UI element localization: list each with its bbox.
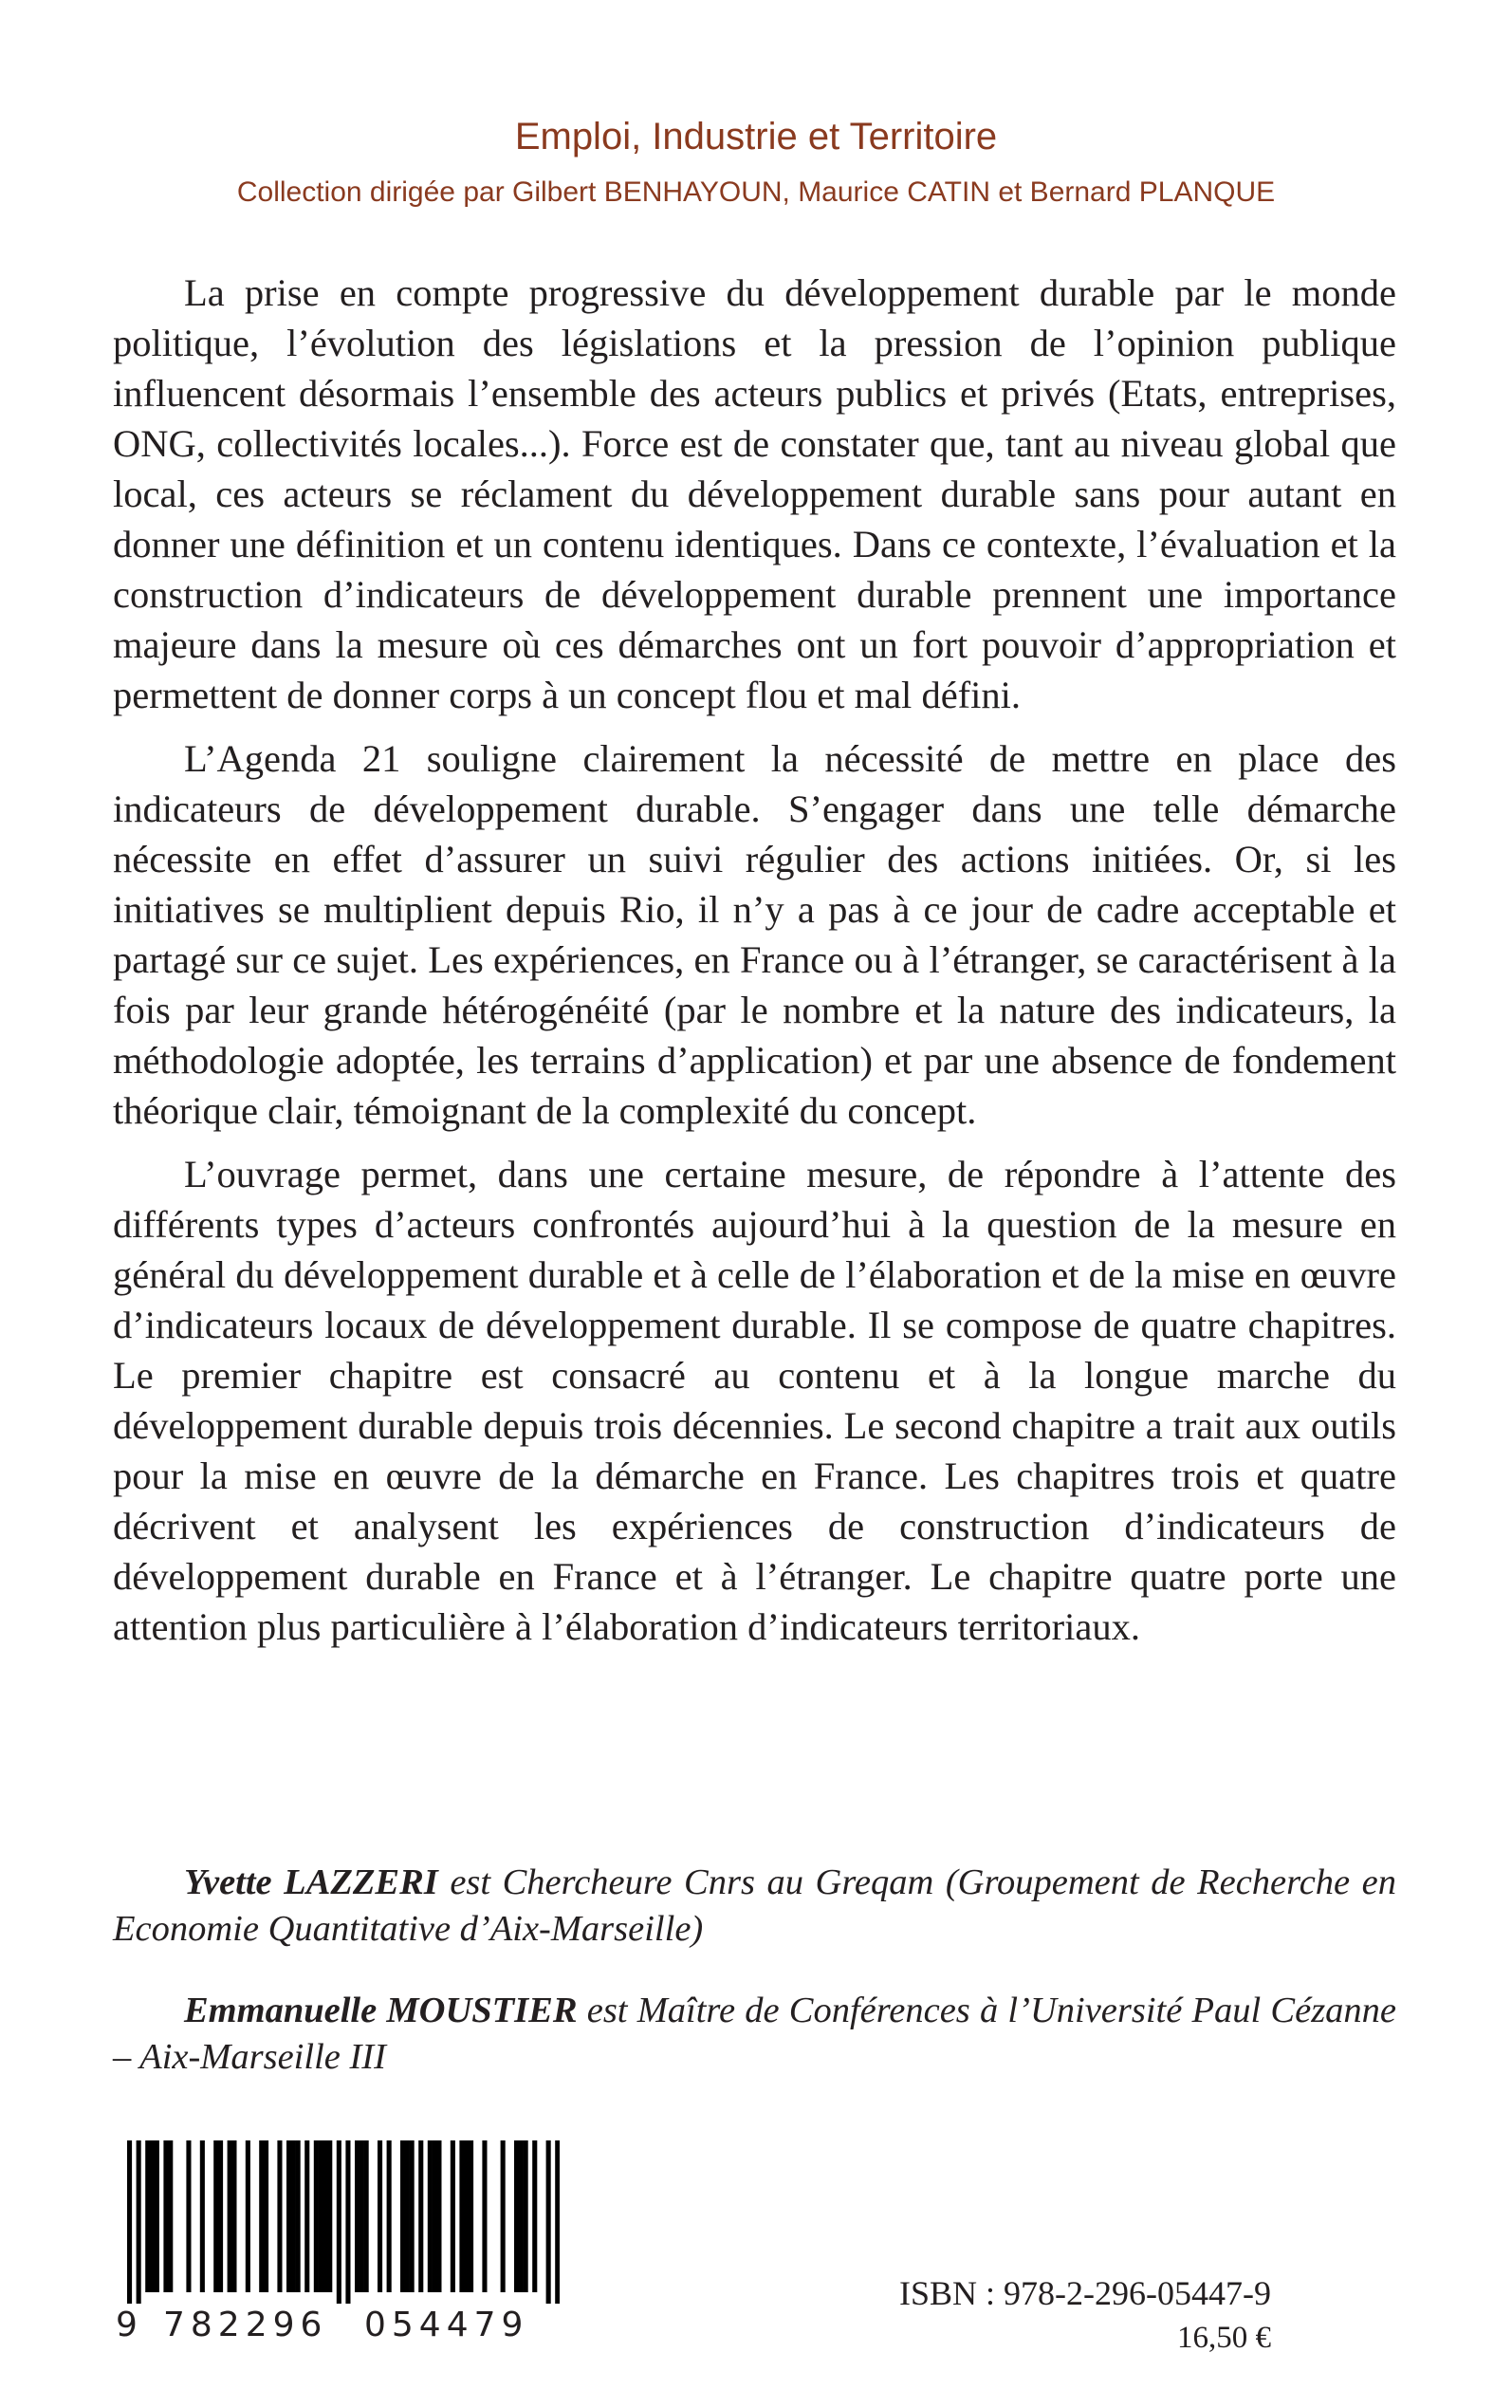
barcode-bar	[405, 2140, 410, 2292]
barcode-bar	[519, 2140, 524, 2292]
author-bios	[113, 1860, 1396, 2116]
barcode-bar	[345, 2140, 350, 2304]
barcode-bar	[200, 2140, 205, 2292]
barcode-bar	[163, 2140, 168, 2292]
barcode-digit-first: 9	[116, 2306, 138, 2344]
barcode-bar	[314, 2140, 319, 2292]
price: 16,50 €	[1177, 2321, 1271, 2355]
barcode-bar	[168, 2140, 173, 2292]
barcode-digits-left: 782296	[163, 2306, 328, 2344]
barcode-bar	[387, 2140, 392, 2292]
barcode-bar	[296, 2140, 301, 2292]
barcode-bar	[155, 2140, 159, 2292]
barcode-bar	[277, 2140, 282, 2292]
barcode-bar	[501, 2140, 506, 2292]
summary-paragraph: L’Agenda 21 souligne clairement la nécessité de mettre en place des indicateurs de développement durable. S’engager dans une telle démarche nécessite en effet d’assurer un suivi régulier des actions initiées. Or, si les initiatives se multiplient depuis Rio, il n’y a pas à ce jour de cadre acceptable et partagé sur ce sujet. Les expériences, en France ou à l’étranger, se caractérisent à la fois par leur grande hétérogénéité (par le nombre et la nature des indicateurs, la méthodologie adoptée, les terrains d’application) et par une absence de fondement théorique clair, témoignant de la complexité du concept.	[113, 737, 1396, 1132]
isbn: ISBN : 978-2-296-05447-9	[899, 2274, 1271, 2312]
barcode-bar	[482, 2140, 487, 2292]
barcode-bar	[546, 2140, 551, 2304]
author-bio	[113, 1860, 1396, 1953]
barcode-bar	[436, 2140, 441, 2292]
barcode-bar	[231, 2140, 236, 2292]
barcode-bar	[514, 2140, 519, 2292]
barcode-bar	[286, 2140, 291, 2292]
barcode-bar	[360, 2140, 364, 2292]
barcode-bar	[145, 2140, 150, 2292]
barcode-bar	[428, 2140, 433, 2292]
barcode-bar	[355, 2140, 360, 2292]
barcode-bar	[378, 2140, 382, 2292]
barcode-bar	[400, 2140, 405, 2292]
series-title: Emploi, Industrie et Territoire	[514, 116, 998, 157]
author-description: est Maître de Conférences à l’Université Paul Cézanne – Aix-Marseille III	[113, 1991, 1397, 2077]
barcode-bar	[137, 2140, 141, 2304]
barcode-digits	[116, 2306, 571, 2349]
barcode-bar	[364, 2140, 369, 2292]
barcode-bar	[337, 2140, 341, 2304]
barcode-bar	[410, 2140, 415, 2292]
author-description: est Chercheure Cnrs au Greqam (Groupement de Recherche en Economie Quantitative d’Aix-Marseille)	[113, 1862, 1397, 1949]
series-directors: Collection dirigée par Gilbert BENHAYOUN, Maurice CATIN et Bernard PLANQUE	[236, 176, 1276, 208]
barcode-bar	[555, 2140, 560, 2304]
barcode-bar	[291, 2140, 296, 2292]
barcode-bar	[418, 2140, 423, 2292]
barcode-bar	[186, 2140, 191, 2292]
barcode-bar	[246, 2140, 250, 2292]
barcode-bar	[524, 2140, 528, 2292]
barcode-bar	[228, 2140, 232, 2292]
summary-paragraph: L’ouvrage permet, dans une certaine mesure, de répondre à l’attente des différents types d’acteurs confrontés aujourd’hui à la question de la mesure en général du développement durable et à celle de l’élaboration et de la mise en œuvre d’indicateurs locaux de développement durable. Il se compose de quatre chapitres. Le premier chapitre est consacré au contenu et à la longue marche du développement durable depuis trois décennies. Le second chapitre a trait aux outils pour la mise en œuvre de la démarche en France. Les chapitres trois et quatre décrivent et analysent les expériences de construction d’indicateurs de développement durable en France et à l’étranger. Le chapitre quatre porte une attention plus particulière à l’élaboration d’indicateurs territoriaux.	[113, 1153, 1396, 1648]
barcode	[127, 2140, 560, 2304]
barcode-bar	[323, 2140, 327, 2292]
barcode-bar	[532, 2140, 537, 2292]
barcode-bar	[327, 2140, 332, 2292]
author-name: Yvette LAZZERI	[184, 1862, 438, 1902]
barcode-bar	[433, 2140, 437, 2292]
barcode-bar	[319, 2140, 323, 2292]
barcode-bar	[218, 2140, 223, 2292]
barcode-bar	[304, 2140, 309, 2292]
barcode-bar	[259, 2140, 264, 2292]
back-cover-summary	[113, 268, 1396, 1665]
barcode-bar	[459, 2140, 464, 2292]
barcode-bar	[213, 2140, 218, 2292]
author-bio	[113, 1988, 1396, 2081]
barcode-bar	[264, 2140, 268, 2292]
barcode-bar	[464, 2140, 469, 2292]
barcode-bar	[469, 2140, 473, 2292]
barcode-bar	[127, 2140, 132, 2304]
barcode-digits-right: 054479	[364, 2306, 529, 2344]
author-name: Emmanuelle MOUSTIER	[184, 1991, 578, 2030]
summary-paragraph: La prise en compte progressive du développement durable par le monde politique, l’évolution des législations et la pression de l’opinion publique influencent désormais l’ensemble des acteurs publics et privés (Etats, entreprises, ONG, collectivités locales...). Force est de constater que, tant au niveau global que local, ces acteurs se réclament du développement durable sans pour autant en donner une définition et un contenu identiques. Dans ce contexte, l’évaluation et la construction d’indicateurs de développement durable prennent une importance majeure dans la mesure où ces démarches ont un fort pouvoir d’appropriation et permettent de donner corps à un concept flou et mal défini.	[113, 271, 1396, 716]
barcode-bar	[451, 2140, 455, 2292]
barcode-bar	[150, 2140, 155, 2292]
